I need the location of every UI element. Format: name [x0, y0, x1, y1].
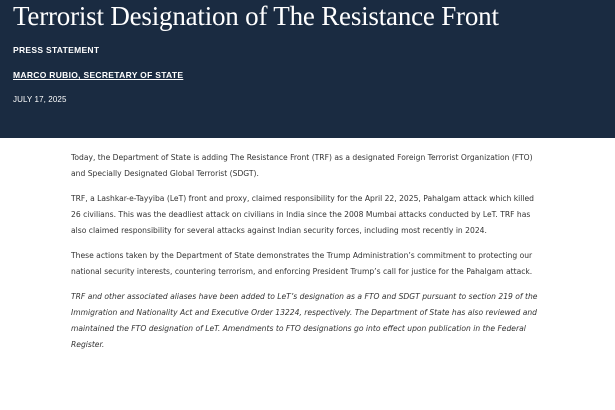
- designation-note: TRF and other associated aliases have been added to LeT’s designation as a FTO and SDGT pursuant to section 219 of the Immigration and Nationality Act and Executive Order 13224, respectively. The Department of State has also reviewed and maintained the FTO designation of LeT. Amendments to FTO designations go into effect upon publication in the Federal Register.: [71, 292, 538, 349]
- article-paragraph: Today, the Department of State is adding The Resistance Front (TRF) as a designated Foreign Terrorist Organization (FTO) and Specially Designated Global Terrorist (SDGT).: [71, 153, 533, 178]
- author-link[interactable]: MARCO RUBIO, SECRETARY OF STATE: [13, 70, 184, 80]
- publish-date: JULY 17, 2025: [13, 95, 67, 104]
- article-paragraph: TRF, a Lashkar-e-Tayyiba (LeT) front and proxy, claimed responsibility for the April 22, 2025, Pahalgam attack which killed 26 civilians. This was the deadliest attack on civilians in India since the 2008 Mumbai attacks conducted by LeT. TRF has also claimed responsibility for several attacks against Indian security forces, including most recently in 2024.: [71, 194, 535, 235]
- page-title: Terrorist Designation of The Resistance Front: [13, 1, 499, 31]
- header-banner: [0, 0, 615, 138]
- statement-type-label: PRESS STATEMENT: [13, 45, 100, 55]
- article-body: [71, 150, 541, 362]
- article-paragraph: These actions taken by the Department of State demonstrates the Trump Administration’s commitment to protecting our national security interests, countering terrorism, and enforcing President Trump’s call for justice for the Pahalgam attack.: [71, 251, 533, 276]
